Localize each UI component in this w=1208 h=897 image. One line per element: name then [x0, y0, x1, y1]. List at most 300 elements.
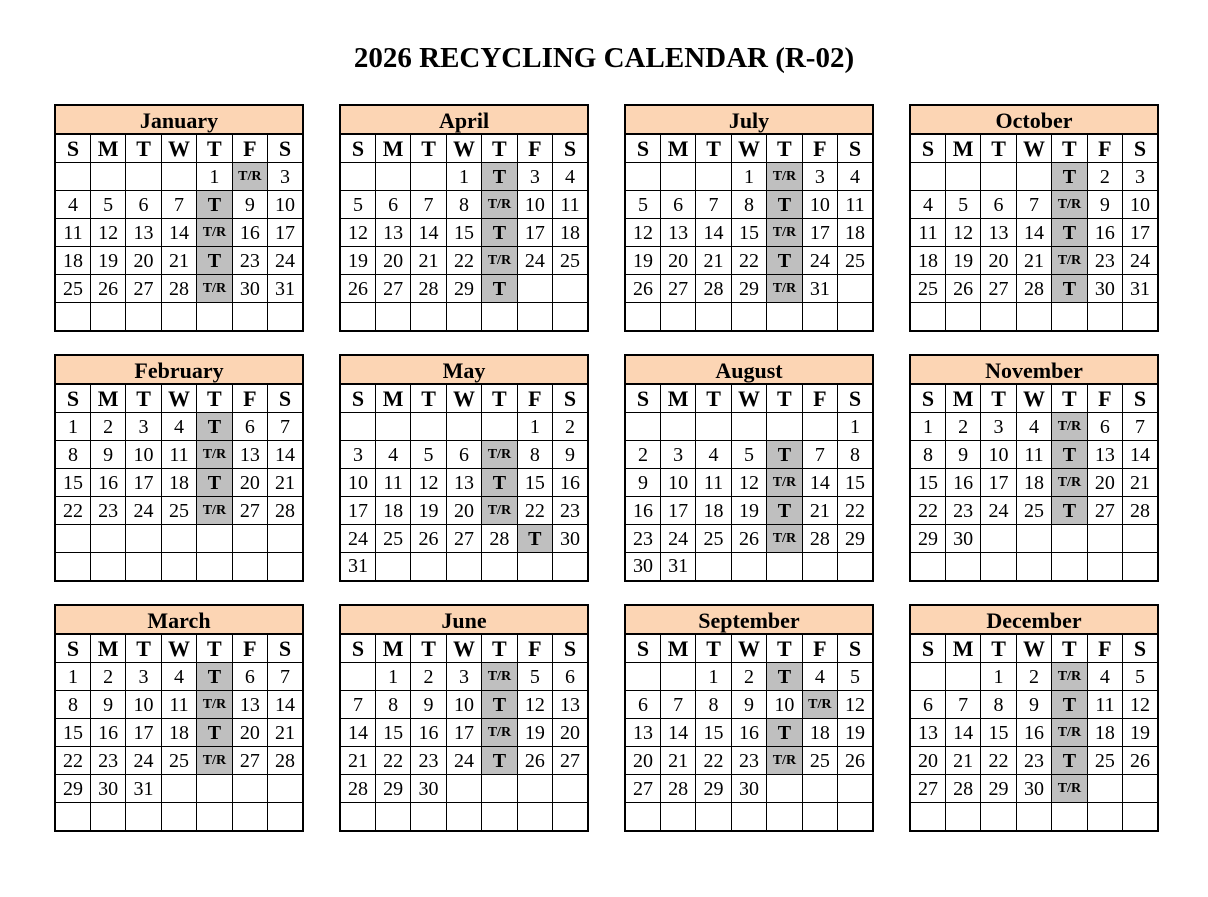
trash-recycling-pickup-day: T/R	[482, 663, 517, 691]
day-cell: 27	[553, 747, 588, 775]
empty-cell	[910, 803, 945, 831]
day-cell: 7	[268, 413, 303, 441]
day-cell: 4	[802, 663, 837, 691]
weekday-label: M	[945, 635, 980, 663]
day-cell: 19	[838, 719, 873, 747]
empty-cell	[340, 303, 375, 331]
day-cell: 9	[411, 691, 446, 719]
weekday-header-row	[55, 635, 303, 663]
weekday-header-row	[625, 385, 873, 413]
day-cell: 23	[232, 247, 267, 275]
weekday-label: F	[802, 635, 837, 663]
trash-pickup-day: T	[767, 719, 802, 747]
weekday-label: F	[802, 385, 837, 413]
weekday-label: S	[268, 135, 303, 163]
empty-cell	[838, 553, 873, 581]
weekday-label: W	[446, 135, 481, 163]
day-cell: 26	[731, 525, 766, 553]
trash-recycling-pickup-day: T/R	[1052, 191, 1087, 219]
trash-pickup-day: T	[767, 191, 802, 219]
day-cell: 13	[232, 441, 267, 469]
day-cell: 17	[1123, 219, 1158, 247]
day-cell: 21	[1123, 469, 1158, 497]
day-cell: 28	[696, 275, 731, 303]
trash-pickup-day: T	[1052, 747, 1087, 775]
month-may	[339, 354, 589, 582]
day-cell: 7	[696, 191, 731, 219]
empty-cell	[1123, 553, 1158, 581]
weekday-label: T	[1052, 135, 1087, 163]
weekday-label: M	[90, 135, 125, 163]
month-table	[624, 384, 874, 582]
trash-recycling-pickup-day: T/R	[482, 441, 517, 469]
week-row	[625, 747, 873, 775]
day-cell: 24	[446, 747, 481, 775]
empty-cell	[375, 303, 410, 331]
empty-cell	[625, 413, 660, 441]
week-row	[910, 469, 1158, 497]
empty-cell	[731, 413, 766, 441]
weekday-label: W	[446, 385, 481, 413]
month-name: November	[909, 354, 1159, 384]
day-cell: 5	[90, 191, 125, 219]
empty-cell	[802, 553, 837, 581]
empty-cell	[268, 303, 303, 331]
day-cell: 27	[446, 525, 481, 553]
trash-pickup-day: T	[1052, 441, 1087, 469]
day-cell: 20	[625, 747, 660, 775]
week-row	[910, 303, 1158, 331]
day-cell: 10	[340, 469, 375, 497]
empty-cell	[161, 303, 196, 331]
weekday-label: S	[268, 385, 303, 413]
week-row	[340, 775, 588, 803]
week-row	[340, 553, 588, 581]
day-cell: 7	[802, 441, 837, 469]
day-cell: 31	[126, 775, 161, 803]
month-october	[909, 104, 1159, 332]
month-table	[339, 384, 589, 582]
day-cell: 3	[126, 663, 161, 691]
day-cell: 17	[340, 497, 375, 525]
empty-cell	[660, 413, 695, 441]
day-cell: 9	[232, 191, 267, 219]
weekday-label: W	[161, 135, 196, 163]
empty-cell	[696, 803, 731, 831]
day-cell: 18	[838, 219, 873, 247]
empty-cell	[660, 803, 695, 831]
weekday-label: F	[517, 135, 552, 163]
empty-cell	[1016, 553, 1051, 581]
month-june	[339, 604, 589, 832]
empty-cell	[482, 553, 517, 581]
day-cell: 26	[517, 747, 552, 775]
day-cell: 23	[1087, 247, 1122, 275]
week-row	[625, 553, 873, 581]
weekday-header-row	[55, 385, 303, 413]
day-cell: 1	[197, 163, 232, 191]
empty-cell	[340, 413, 375, 441]
month-table	[54, 384, 304, 582]
empty-cell	[482, 413, 517, 441]
empty-cell	[625, 163, 660, 191]
weekday-label: S	[55, 135, 90, 163]
week-row	[910, 525, 1158, 553]
trash-recycling-pickup-day: T/R	[197, 219, 232, 247]
weekday-label: M	[660, 385, 695, 413]
day-cell: 5	[625, 191, 660, 219]
trash-recycling-pickup-day: T/R	[197, 441, 232, 469]
weekday-label: S	[838, 635, 873, 663]
weekday-header-row	[625, 135, 873, 163]
empty-cell	[945, 803, 980, 831]
month-name: December	[909, 604, 1159, 634]
day-cell: 6	[660, 191, 695, 219]
day-cell: 23	[90, 747, 125, 775]
day-cell: 3	[340, 441, 375, 469]
day-cell: 25	[1087, 747, 1122, 775]
day-cell: 18	[802, 719, 837, 747]
month-november	[909, 354, 1159, 582]
day-cell: 20	[232, 469, 267, 497]
empty-cell	[910, 553, 945, 581]
day-cell: 26	[340, 275, 375, 303]
day-cell: 2	[411, 663, 446, 691]
weekday-label: T	[981, 135, 1016, 163]
empty-cell	[375, 163, 410, 191]
day-cell: 28	[1016, 275, 1051, 303]
month-name: September	[624, 604, 874, 634]
empty-cell	[232, 803, 267, 831]
day-cell: 12	[411, 469, 446, 497]
day-cell: 10	[268, 191, 303, 219]
day-cell: 16	[553, 469, 588, 497]
weekday-label: S	[340, 385, 375, 413]
week-row	[340, 469, 588, 497]
trash-recycling-pickup-day: T/R	[1052, 663, 1087, 691]
empty-cell	[838, 803, 873, 831]
weekday-label: T	[126, 635, 161, 663]
empty-cell	[232, 553, 267, 581]
weekday-label: W	[1016, 385, 1051, 413]
day-cell: 7	[1123, 413, 1158, 441]
day-cell: 28	[161, 275, 196, 303]
empty-cell	[838, 303, 873, 331]
trash-recycling-pickup-day: T/R	[1052, 719, 1087, 747]
day-cell: 28	[268, 497, 303, 525]
day-cell: 14	[696, 219, 731, 247]
empty-cell	[411, 553, 446, 581]
week-row	[340, 247, 588, 275]
weekday-label: T	[1052, 385, 1087, 413]
day-cell: 23	[1016, 747, 1051, 775]
trash-pickup-day: T	[197, 247, 232, 275]
week-row	[55, 803, 303, 831]
day-cell: 24	[517, 247, 552, 275]
empty-cell	[1087, 553, 1122, 581]
day-cell: 21	[696, 247, 731, 275]
trash-recycling-pickup-day: T/R	[767, 275, 802, 303]
day-cell: 18	[375, 497, 410, 525]
trash-recycling-pickup-day: T/R	[197, 691, 232, 719]
week-row	[625, 469, 873, 497]
day-cell: 28	[945, 775, 980, 803]
trash-pickup-day: T	[482, 275, 517, 303]
day-cell: 5	[1123, 663, 1158, 691]
day-cell: 9	[553, 441, 588, 469]
empty-cell	[161, 163, 196, 191]
day-cell: 27	[910, 775, 945, 803]
day-cell: 6	[446, 441, 481, 469]
day-cell: 16	[90, 469, 125, 497]
day-cell: 8	[731, 191, 766, 219]
weekday-label: T	[411, 385, 446, 413]
day-cell: 31	[340, 553, 375, 581]
trash-pickup-day: T	[197, 191, 232, 219]
weekday-label: S	[55, 635, 90, 663]
weekday-label: S	[1123, 385, 1158, 413]
day-cell: 15	[55, 719, 90, 747]
day-cell: 8	[838, 441, 873, 469]
week-row	[55, 191, 303, 219]
trash-recycling-pickup-day: T/R	[802, 691, 837, 719]
day-cell: 23	[411, 747, 446, 775]
empty-cell	[1087, 803, 1122, 831]
day-cell: 24	[660, 525, 695, 553]
trash-pickup-day: T	[767, 247, 802, 275]
day-cell: 11	[1087, 691, 1122, 719]
day-cell: 26	[625, 275, 660, 303]
weekday-header-row	[910, 135, 1158, 163]
trash-recycling-pickup-day: T/R	[1052, 469, 1087, 497]
trash-pickup-day: T	[1052, 163, 1087, 191]
empty-cell	[981, 163, 1016, 191]
empty-cell	[90, 553, 125, 581]
weekday-header-row	[625, 635, 873, 663]
empty-cell	[411, 163, 446, 191]
day-cell: 2	[90, 413, 125, 441]
week-row	[340, 803, 588, 831]
day-cell: 31	[268, 275, 303, 303]
weekday-label: S	[55, 385, 90, 413]
day-cell: 18	[553, 219, 588, 247]
day-cell: 17	[981, 469, 1016, 497]
week-row	[625, 525, 873, 553]
day-cell: 6	[375, 191, 410, 219]
day-cell: 23	[553, 497, 588, 525]
month-september	[624, 604, 874, 832]
month-february	[54, 354, 304, 582]
day-cell: 1	[696, 663, 731, 691]
weekday-label: W	[731, 385, 766, 413]
month-table	[54, 634, 304, 832]
empty-cell	[55, 525, 90, 553]
empty-cell	[482, 775, 517, 803]
weekday-label: T	[696, 635, 731, 663]
empty-cell	[1052, 803, 1087, 831]
day-cell: 17	[268, 219, 303, 247]
day-cell: 23	[625, 525, 660, 553]
day-cell: 23	[731, 747, 766, 775]
day-cell: 14	[161, 219, 196, 247]
empty-cell	[268, 775, 303, 803]
weekday-label: T	[767, 635, 802, 663]
empty-cell	[161, 803, 196, 831]
empty-cell	[55, 303, 90, 331]
weekday-label: W	[731, 635, 766, 663]
empty-cell	[696, 413, 731, 441]
empty-cell	[411, 803, 446, 831]
weekday-label: S	[910, 385, 945, 413]
week-row	[910, 441, 1158, 469]
day-cell: 16	[232, 219, 267, 247]
day-cell: 2	[1087, 163, 1122, 191]
trash-pickup-day: T	[1052, 219, 1087, 247]
week-row	[625, 219, 873, 247]
month-name: June	[339, 604, 589, 634]
empty-cell	[55, 553, 90, 581]
month-name: January	[54, 104, 304, 134]
day-cell: 1	[731, 163, 766, 191]
trash-recycling-pickup-day: T/R	[232, 163, 267, 191]
trash-recycling-pickup-day: T/R	[1052, 413, 1087, 441]
week-row	[340, 719, 588, 747]
empty-cell	[731, 553, 766, 581]
month-table	[624, 634, 874, 832]
week-row	[340, 219, 588, 247]
empty-cell	[981, 525, 1016, 553]
empty-cell	[340, 163, 375, 191]
day-cell: 6	[1087, 413, 1122, 441]
week-row	[910, 247, 1158, 275]
day-cell: 14	[802, 469, 837, 497]
empty-cell	[696, 553, 731, 581]
week-row	[625, 441, 873, 469]
day-cell: 7	[161, 191, 196, 219]
weekday-label: W	[446, 635, 481, 663]
empty-cell	[660, 303, 695, 331]
day-cell: 23	[90, 497, 125, 525]
day-cell: 10	[517, 191, 552, 219]
trash-pickup-day: T	[482, 163, 517, 191]
day-cell: 19	[517, 719, 552, 747]
day-cell: 21	[802, 497, 837, 525]
trash-recycling-pickup-day: T/R	[767, 163, 802, 191]
day-cell: 15	[838, 469, 873, 497]
week-row	[55, 469, 303, 497]
day-cell: 30	[1016, 775, 1051, 803]
day-cell: 15	[55, 469, 90, 497]
month-table	[339, 134, 589, 332]
empty-cell	[411, 413, 446, 441]
week-row	[625, 719, 873, 747]
weekday-label: S	[910, 135, 945, 163]
empty-cell	[1087, 525, 1122, 553]
week-row	[55, 247, 303, 275]
day-cell: 30	[553, 525, 588, 553]
day-cell: 24	[126, 747, 161, 775]
empty-cell	[660, 163, 695, 191]
week-row	[625, 663, 873, 691]
day-cell: 25	[161, 497, 196, 525]
week-row	[55, 553, 303, 581]
day-cell: 20	[446, 497, 481, 525]
day-cell: 27	[375, 275, 410, 303]
empty-cell	[232, 303, 267, 331]
weekday-label: M	[945, 135, 980, 163]
day-cell: 1	[981, 663, 1016, 691]
empty-cell	[446, 775, 481, 803]
weekday-label: T	[981, 635, 1016, 663]
day-cell: 11	[161, 441, 196, 469]
week-row	[910, 413, 1158, 441]
weekday-label: F	[517, 635, 552, 663]
empty-cell	[482, 803, 517, 831]
weekday-header-row	[55, 135, 303, 163]
weekday-label: S	[838, 135, 873, 163]
month-table	[624, 134, 874, 332]
day-cell: 9	[625, 469, 660, 497]
day-cell: 21	[660, 747, 695, 775]
empty-cell	[90, 803, 125, 831]
day-cell: 8	[696, 691, 731, 719]
day-cell: 1	[55, 413, 90, 441]
day-cell: 18	[55, 247, 90, 275]
day-cell: 28	[802, 525, 837, 553]
day-cell: 25	[375, 525, 410, 553]
day-cell: 19	[731, 497, 766, 525]
empty-cell	[945, 663, 980, 691]
day-cell: 10	[802, 191, 837, 219]
day-cell: 26	[90, 275, 125, 303]
day-cell: 30	[90, 775, 125, 803]
weekday-label: W	[731, 135, 766, 163]
day-cell: 24	[126, 497, 161, 525]
month-april	[339, 104, 589, 332]
week-row	[625, 191, 873, 219]
week-row	[55, 413, 303, 441]
day-cell: 11	[161, 691, 196, 719]
day-cell: 17	[517, 219, 552, 247]
empty-cell	[268, 525, 303, 553]
day-cell: 4	[161, 663, 196, 691]
day-cell: 9	[945, 441, 980, 469]
day-cell: 9	[731, 691, 766, 719]
day-cell: 17	[802, 219, 837, 247]
day-cell: 21	[268, 469, 303, 497]
empty-cell	[197, 553, 232, 581]
day-cell: 26	[1123, 747, 1158, 775]
day-cell: 29	[910, 525, 945, 553]
day-cell: 3	[446, 663, 481, 691]
empty-cell	[90, 303, 125, 331]
day-cell: 22	[55, 747, 90, 775]
day-cell: 22	[517, 497, 552, 525]
weekday-label: T	[767, 135, 802, 163]
trash-recycling-pickup-day: T/R	[197, 747, 232, 775]
trash-pickup-day: T	[197, 413, 232, 441]
weekday-label: M	[945, 385, 980, 413]
empty-cell	[696, 163, 731, 191]
day-cell: 1	[838, 413, 873, 441]
month-name: October	[909, 104, 1159, 134]
day-cell: 25	[1016, 497, 1051, 525]
weekday-label: F	[232, 385, 267, 413]
day-cell: 13	[446, 469, 481, 497]
day-cell: 11	[553, 191, 588, 219]
day-cell: 29	[55, 775, 90, 803]
day-cell: 14	[411, 219, 446, 247]
